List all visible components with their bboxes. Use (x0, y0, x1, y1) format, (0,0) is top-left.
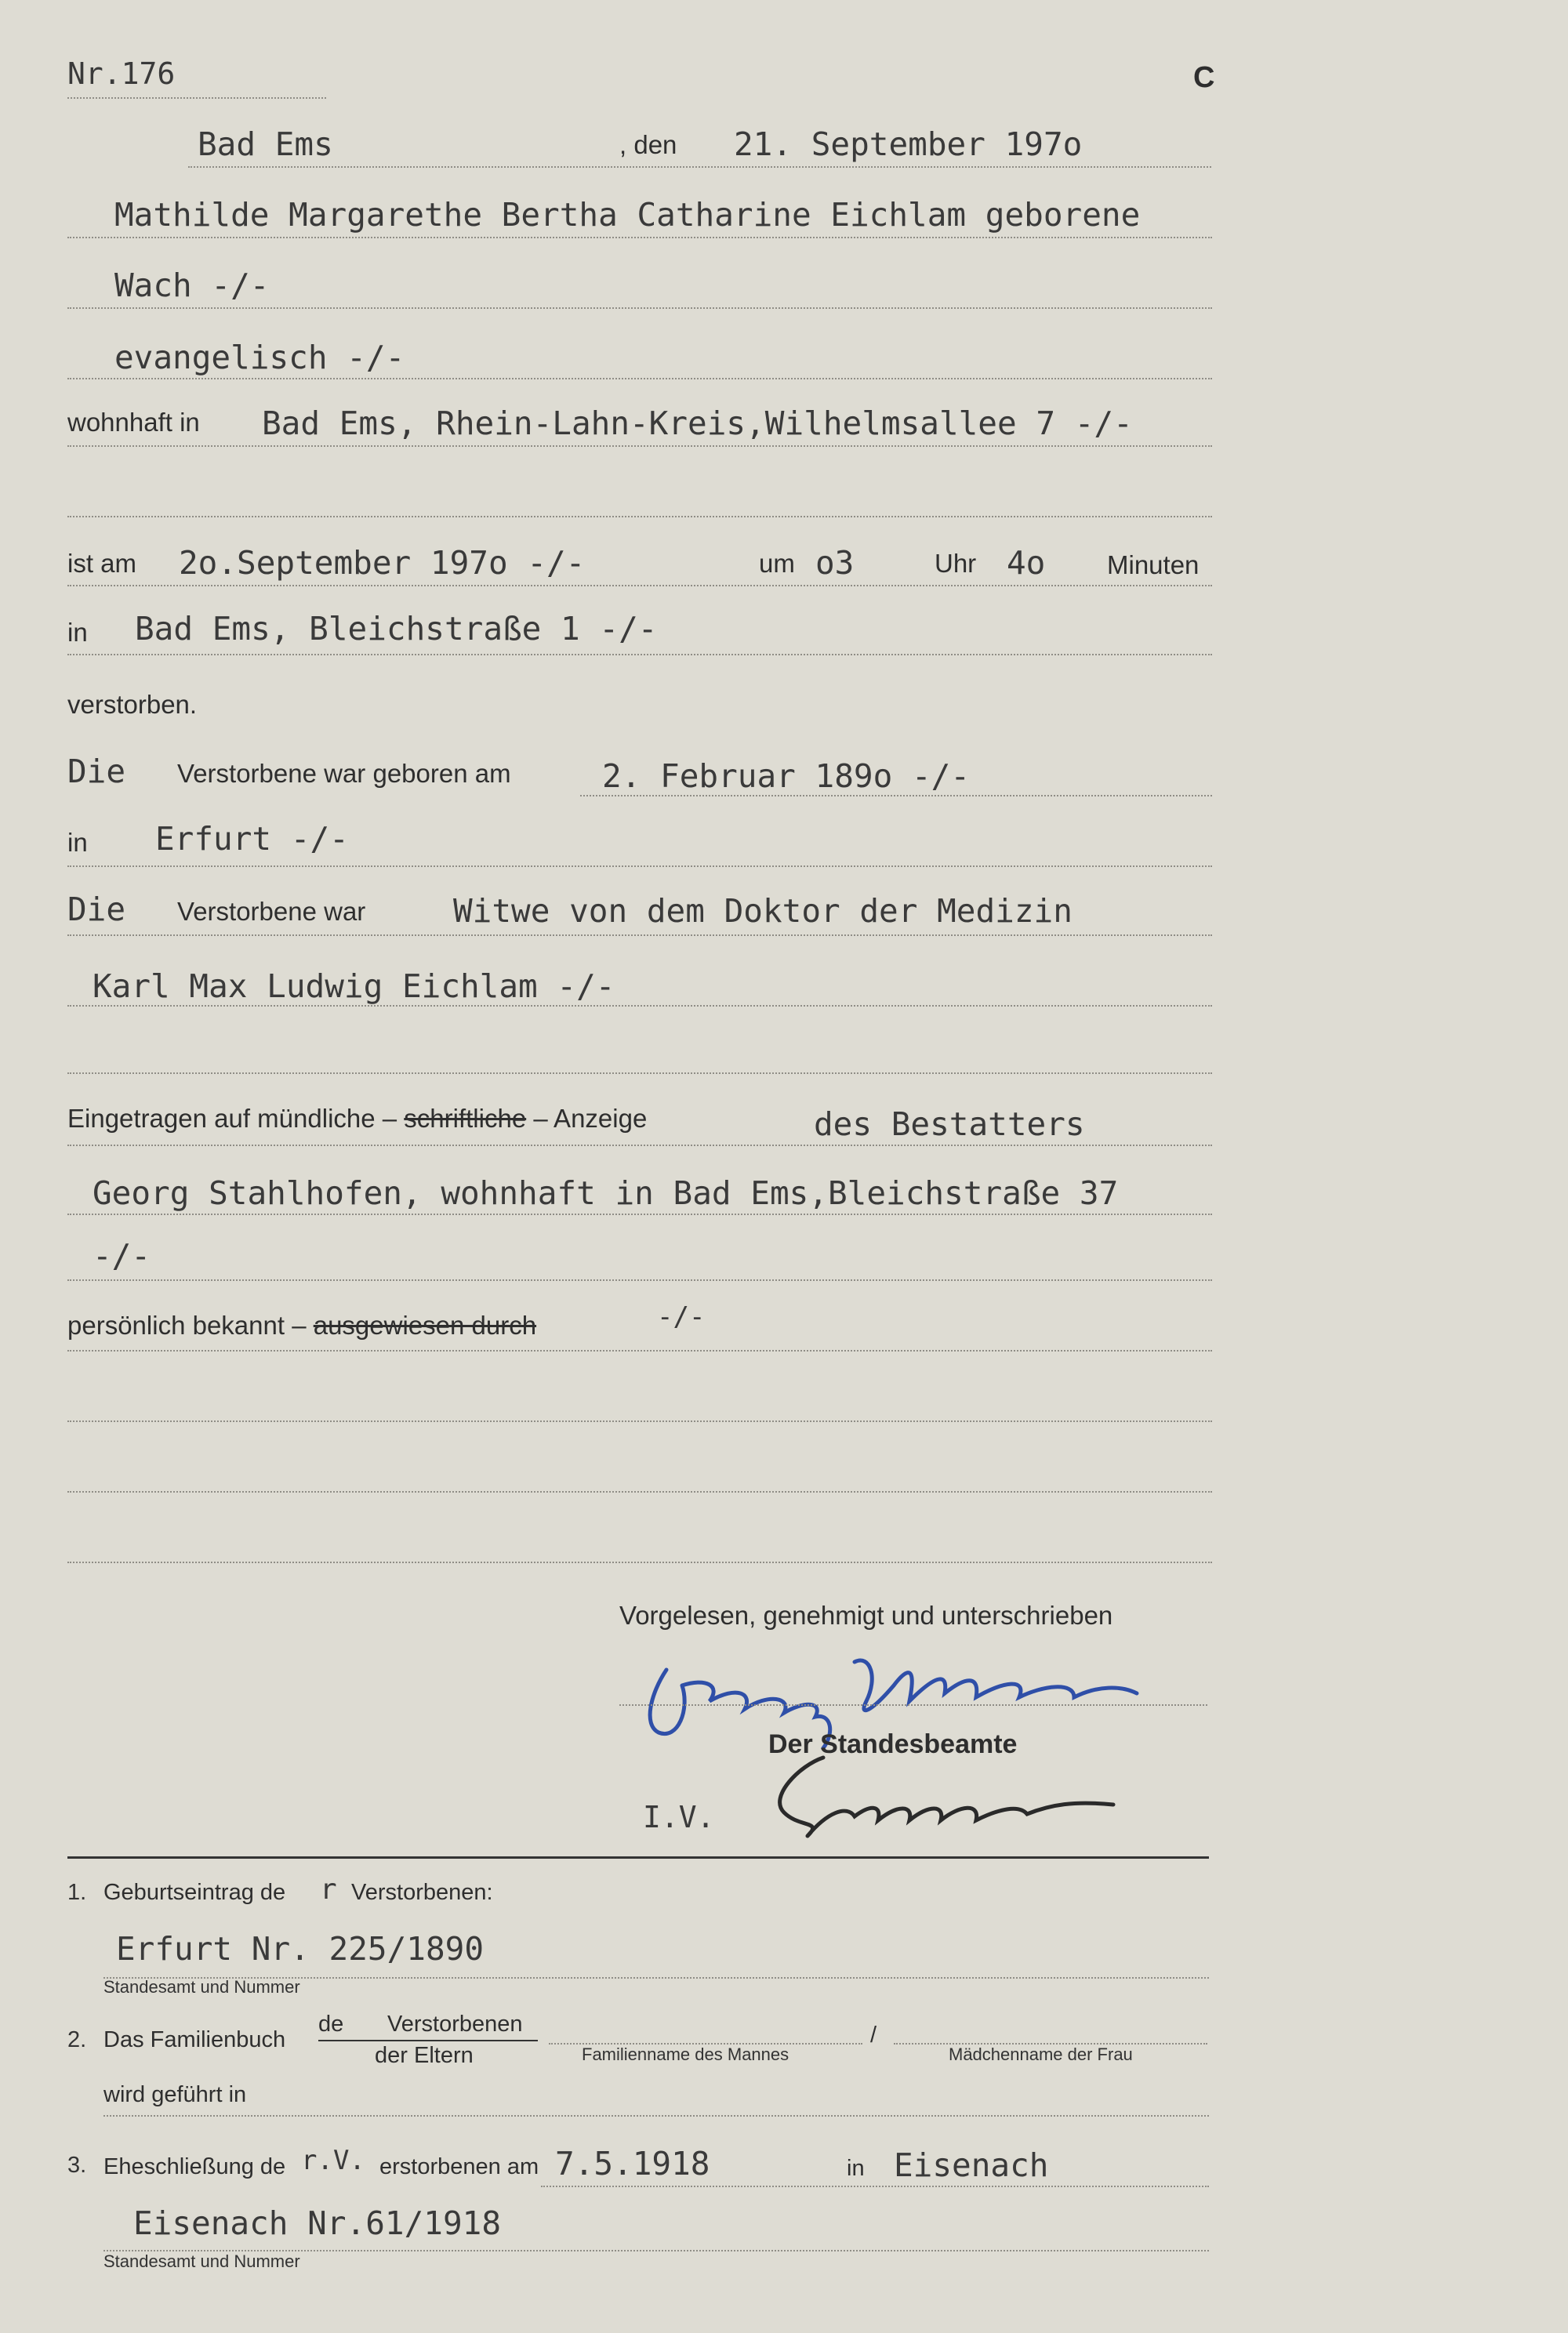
identity-label-a: persönlich bekannt – (67, 1311, 307, 1340)
death-hour: o3 (815, 544, 855, 582)
death-minutes: 4o (1007, 544, 1046, 582)
ist-am-label: ist am (67, 549, 137, 578)
dotted-line (541, 2186, 1209, 2187)
uhr-label: Uhr (935, 549, 977, 578)
note1-label2: Verstorbenen: (351, 1880, 493, 1905)
informant-name: Georg Stahlhofen, wohnhaft in Bad Ems,Bleichstraße 37 (93, 1174, 1119, 1212)
die-prefix: Die (67, 753, 126, 790)
note3-label-a: Eheschließung de (103, 2154, 286, 2179)
note3-typed: r.V. (301, 2145, 365, 2176)
section-divider (67, 1856, 1209, 1859)
dotted-line (67, 1350, 1212, 1352)
note2-wird: wird geführt in (103, 2082, 247, 2107)
dotted-line (67, 865, 1212, 867)
dotted-line (67, 97, 326, 99)
dotted-line (67, 516, 1212, 517)
note1-caption: Standesamt und Nummer (103, 1977, 300, 1997)
dotted-line (67, 1279, 1212, 1281)
dotted-line (188, 166, 1211, 168)
um-label: um (759, 549, 795, 578)
den-label: , den (619, 130, 677, 159)
dotted-line (67, 1420, 1212, 1422)
spouse-name: Karl Max Ludwig Eichlam -/- (93, 967, 615, 1005)
birth-date: 2. Februar 189o -/- (602, 757, 970, 795)
dotted-line (67, 1214, 1212, 1215)
residence-value: Bad Ems, Rhein-Lahn-Kreis,Wilhelmsallee 7 -/- (262, 405, 1133, 442)
status-label: Verstorbene war (177, 897, 366, 926)
dotted-line (67, 1005, 1212, 1007)
note2-label: Das Familienbuch (103, 2027, 286, 2052)
dotted-line (67, 1491, 1212, 1493)
birth-in-label: in (67, 828, 88, 857)
birth-place: Erfurt -/- (155, 820, 349, 858)
note2-familienname: Familienname des Mannes (582, 2045, 789, 2064)
note2-slash: / (870, 2023, 877, 2048)
note2-der-eltern: der Eltern (375, 2043, 474, 2068)
note2-maedchenname: Mädchenname der Frau (949, 2045, 1133, 2064)
dotted-line (67, 1145, 1212, 1146)
informant-suffix: -/- (93, 1237, 151, 1275)
dotted-line (619, 1704, 1207, 1706)
record-number: Nr.176 (67, 56, 176, 91)
registration-label-b: – Anzeige (533, 1104, 648, 1133)
registry-date: 21. September 197o (734, 125, 1083, 163)
dotted-line (67, 1562, 1212, 1563)
death-date: 2o.September 197o -/- (179, 544, 586, 582)
deceased-birth-name: Wach -/- (114, 267, 270, 304)
religion: evangelisch -/- (114, 339, 405, 376)
dotted-line (67, 1072, 1212, 1074)
fraction-line (318, 2040, 538, 2041)
dotted-line (67, 445, 1212, 447)
note3-place: Eisenach (894, 2146, 1049, 2184)
note1-label: Geburtseintrag de (103, 1880, 286, 1905)
form-letter: C (1193, 61, 1215, 94)
iv-label: I.V. (643, 1800, 715, 1834)
registration-value: des Bestatters (814, 1105, 1085, 1143)
note3-value: Eisenach Nr.61/1918 (133, 2204, 501, 2242)
identity-struck: ausgewiesen durch (313, 1311, 537, 1340)
note2-verstorbenen: Verstorbenen (387, 2012, 523, 2037)
dotted-line (67, 378, 1212, 379)
residence-label: wohnhaft in (67, 408, 200, 437)
dotted-line (67, 585, 1212, 586)
birth-label: Verstorbene war geboren am (177, 759, 511, 788)
registration-struck: schriftliche (404, 1104, 527, 1133)
die-prefix: Die (67, 891, 126, 928)
note1-typed-r: r (320, 1874, 337, 1906)
note1-value: Erfurt Nr. 225/1890 (116, 1930, 484, 1968)
note2-number: 2. (67, 2027, 87, 2052)
note2-de: de (318, 2012, 344, 2037)
note3-in-label: in (847, 2156, 865, 2181)
note3-label-b: erstorbenen am (379, 2154, 539, 2179)
note1-number: 1. (67, 1880, 87, 1905)
death-place: Bad Ems, Bleichstraße 1 -/- (135, 610, 658, 648)
identity-value: -/- (657, 1301, 706, 1333)
deceased-name: Mathilde Margarethe Bertha Catharine Eichlam geborene (114, 196, 1141, 234)
vorgelesen-text: Vorgelesen, genehmigt und unterschrieben (619, 1601, 1113, 1630)
dotted-line (580, 795, 1212, 796)
registration-label (67, 1104, 647, 1134)
registration-label-a: Eingetragen auf mündliche – (67, 1104, 397, 1133)
status-value: Witwe von dem Doktor der Medizin (453, 892, 1073, 930)
registrar-signature (753, 1742, 1129, 1844)
note3-date: 7.5.1918 (555, 2145, 710, 2182)
note3-number: 3. (67, 2153, 87, 2178)
registry-place: Bad Ems (198, 125, 333, 163)
note3-caption: Standesamt und Nummer (103, 2251, 300, 2271)
minuten-label: Minuten (1107, 550, 1200, 579)
dotted-line (67, 654, 1212, 655)
dotted-line (67, 934, 1212, 936)
dotted-line (67, 237, 1212, 238)
identity-label (67, 1311, 536, 1341)
standesbeamte-label: Der Standesbeamte (768, 1729, 1018, 1759)
death-in-label: in (67, 618, 88, 647)
dotted-line (103, 2115, 1209, 2117)
verstorben-label: verstorben. (67, 690, 198, 719)
dotted-line (67, 307, 1212, 309)
